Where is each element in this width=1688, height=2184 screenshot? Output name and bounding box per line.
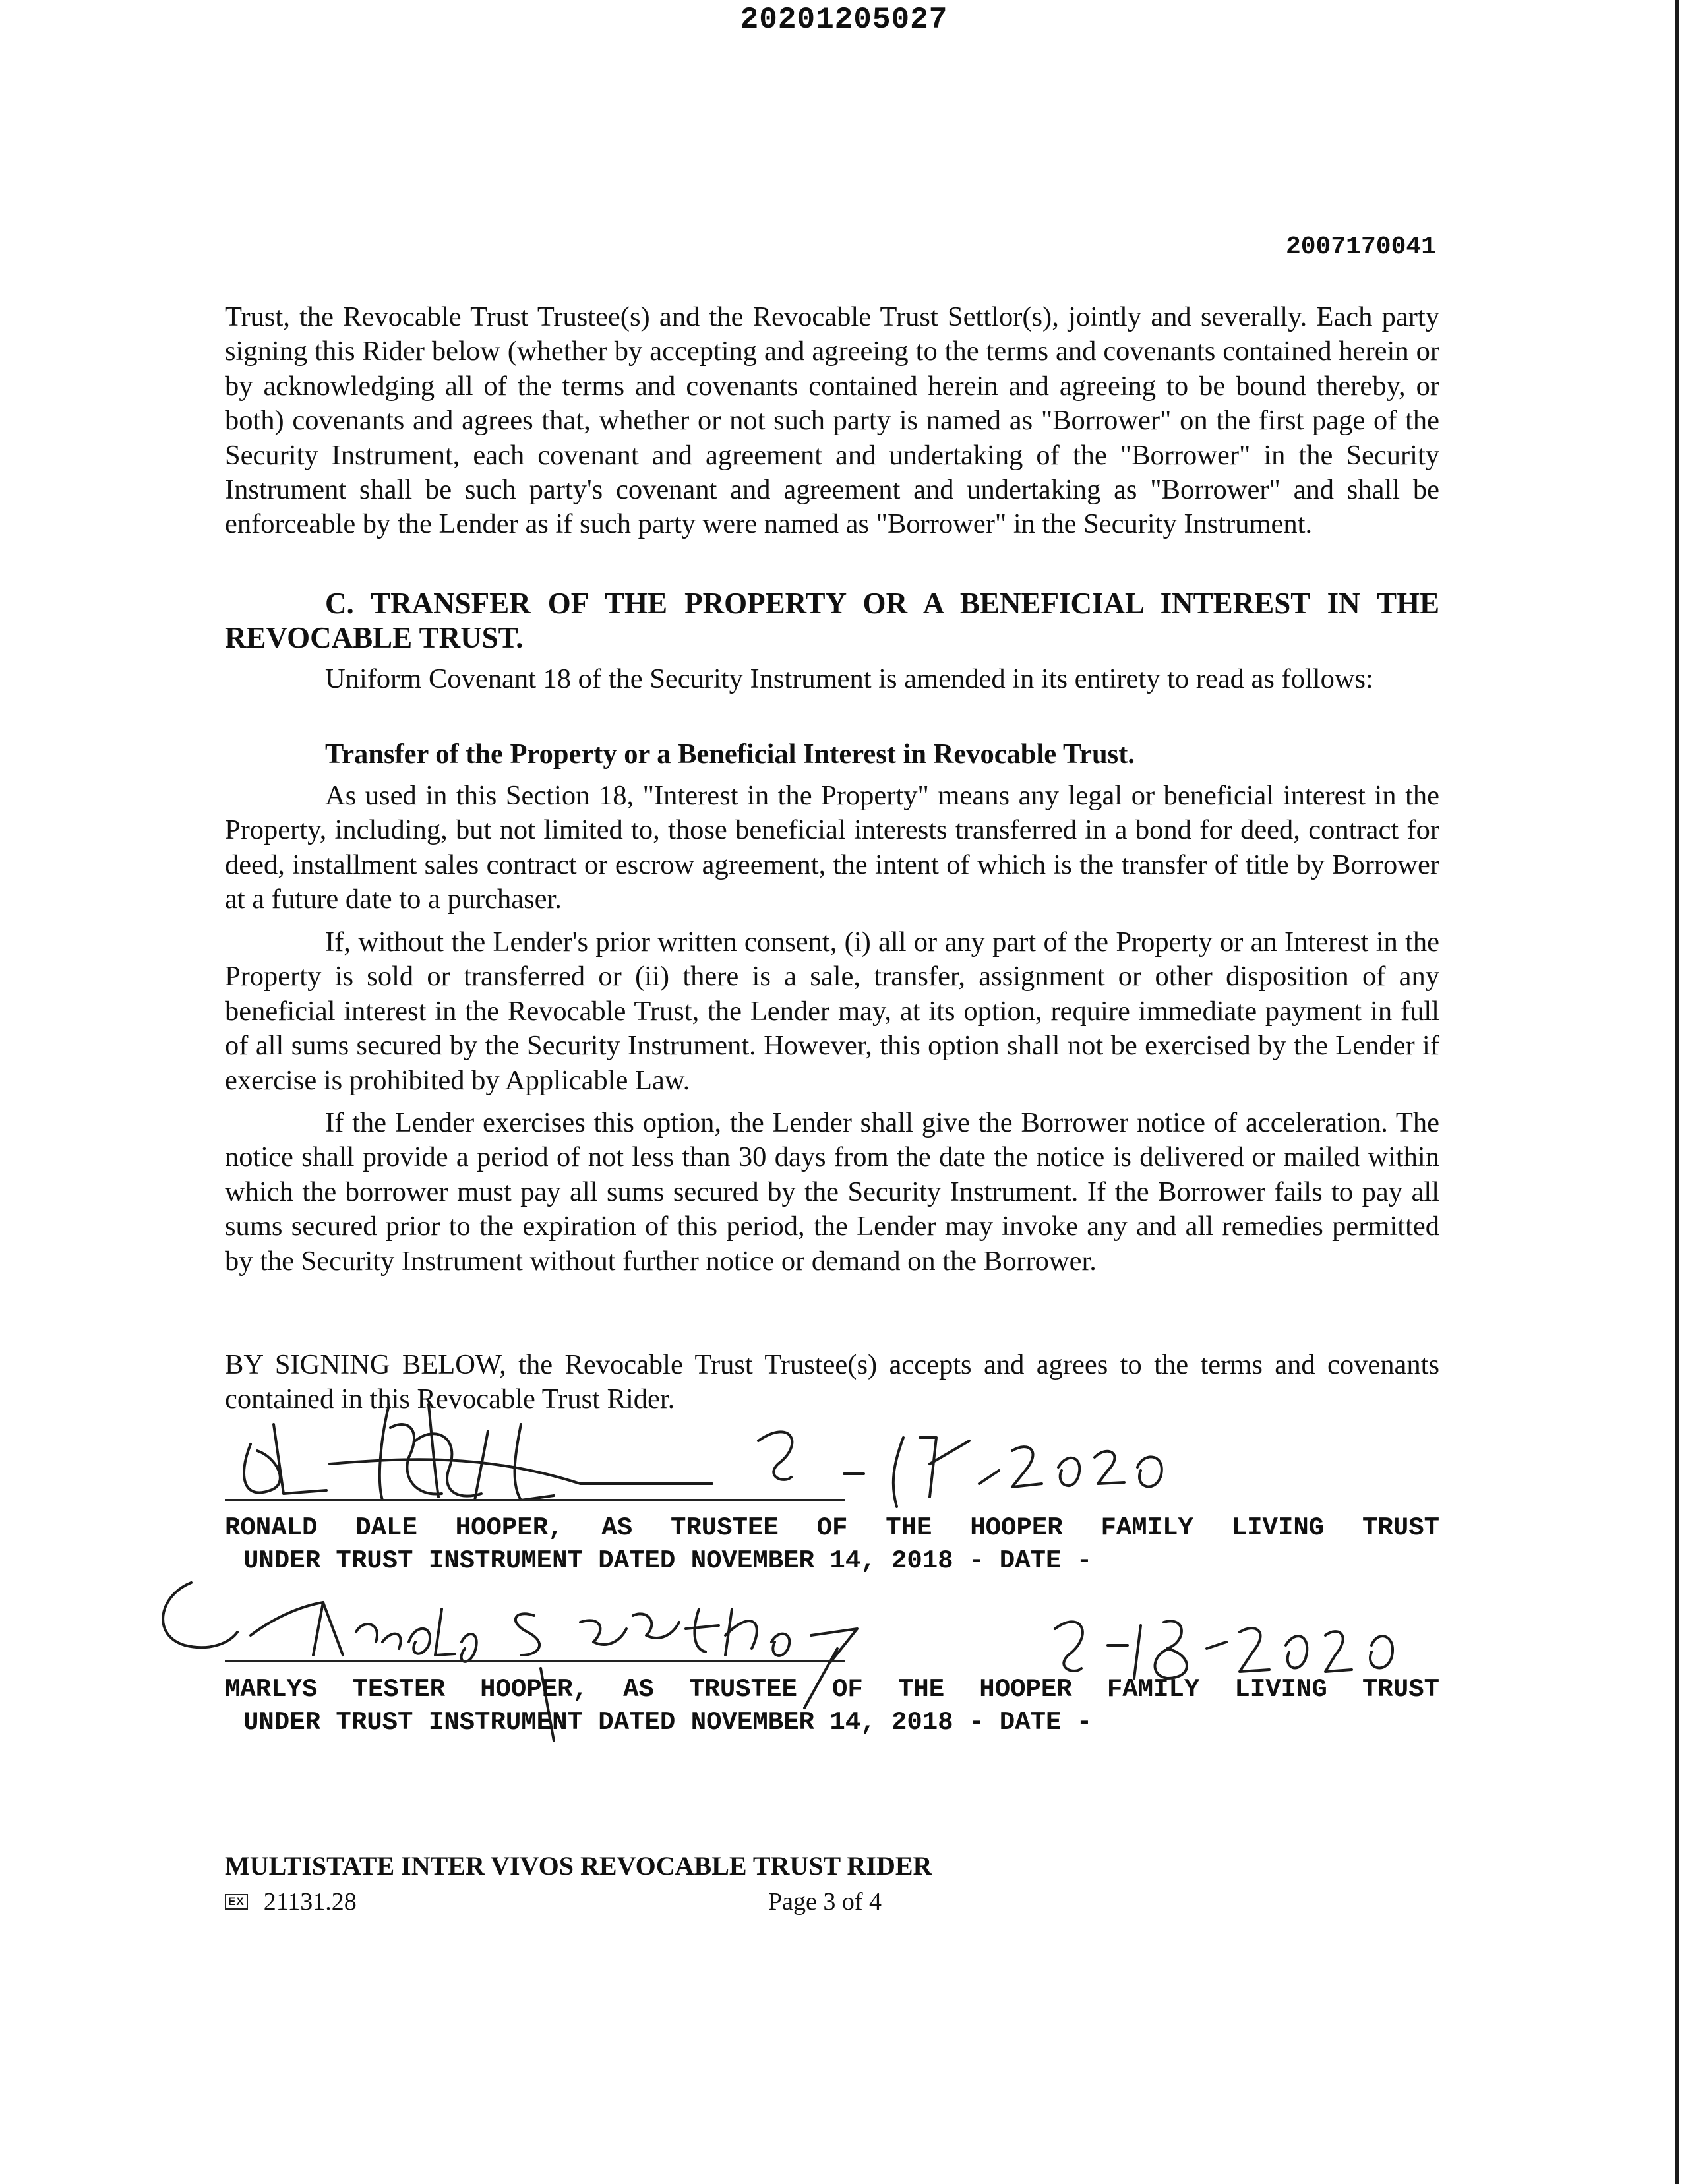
page-number: Page 3 of 4	[768, 1888, 882, 1916]
paragraph-2: Uniform Covenant 18 of the Security Instrument is amended in its entirety to read as follows:	[325, 663, 1373, 694]
signing-statement: BY SIGNING BELOW, the Revocable Trust Trustee(s) accepts and agrees to the terms and covenants contained in this Revocable Trust Rider.	[225, 1349, 1439, 1415]
form-number: 21131.28	[263, 1888, 357, 1916]
signature-1-line	[225, 1499, 845, 1501]
recording-number: 20201205027	[740, 3, 948, 37]
scan-edge	[1675, 0, 1679, 2184]
section-c-heading: C. TRANSFER OF THE PROPERTY OR A BENEFICIAL INTEREST IN THE REVOCABLE TRUST.	[225, 587, 1439, 654]
signer-1-trust-date: UNDER TRUST INSTRUMENT DATED NOVEMBER 14, 2018 - DATE -	[243, 1546, 1093, 1575]
signer-1-name: RONALD DALE HOOPER, AS TRUSTEE OF THE HOOPER FAMILY LIVING TRUST	[225, 1513, 1439, 1542]
transfer-subheading: Transfer of the Property or a Beneficial Interest in Revocable Trust.	[325, 739, 1135, 770]
document-number: 2007170041	[1285, 233, 1436, 261]
paragraph-1: Trust, the Revocable Trust Trustee(s) and the Revocable Trust Settlor(s), jointly and severally. Each party signing this Rider below (whether by accepting and agreeing to the terms and covenants contained herein or by acknowledging all of the terms and covenants contained herein and agreeing to be bound thereby, or both) covenants and agrees that, whether or not such party is named as "Borrower" on the first page of the Security Instrument, each covenant and agreement and undertaking of the "Borrower" in the Security Instrument shall be such party's covenant and agreement and undertaking as "Borrower" and shall be enforceable by the Lender as if such party were named as "Borrower" in the Security Instrument.	[225, 301, 1439, 540]
form-icon: EX	[225, 1894, 248, 1910]
signer-1-block	[225, 1511, 1439, 1577]
paragraph-5: If the Lender exercises this option, the Lender shall give the Borrower notice of acceleration. The notice shall provide a period of not less than 30 days from the date the notice is delivered or mailed within which the borrower must pay all sums secured by the Security Instrument. If the Borrower fails to pay all sums secured prior to the expiration of this period, the Lender may invoke any and all remedies permitted by the Security Instrument without further notice or demand on the Borrower.	[225, 1107, 1439, 1277]
paragraph-3: As used in this Section 18, "Interest in the Property" means any legal or beneficial interest in the Property, including, but not limited to, those beneficial interests transferred in a bond for deed, contract for deed, installment sales contract or escrow agreement, the intent of which is the transfer of title by Borrower at a future date to a purchaser.	[225, 780, 1439, 915]
signature-2-line	[225, 1660, 845, 1662]
signature-1-handwriting	[211, 1378, 1213, 1510]
signer-2-name: MARLYS TESTER HOOPER, AS TRUSTEE OF THE HOOPER FAMILY LIVING TRUST	[225, 1675, 1439, 1704]
footer-title: MULTISTATE INTER VIVOS REVOCABLE TRUST RIDER	[225, 1851, 932, 1881]
signer-2-block	[225, 1673, 1439, 1739]
signer-2-trust-date: UNDER TRUST INSTRUMENT DATED NOVEMBER 14, 2018 - DATE -	[243, 1708, 1093, 1737]
footer-form	[225, 1887, 357, 1916]
paragraph-4: If, without the Lender's prior written consent, (i) all or any part of the Property or an Interest in the Property is sold or transferred or (ii) there is a sale, transfer, assignment or other disposition of any beneficial interest in the Revocable Trust, the Lender may, at its option, require immediate payment in full of all sums secured by the Security Instrument. However, this option shall not be exercised by the Lender if exercise is prohibited by Applicable Law.	[225, 926, 1439, 1096]
